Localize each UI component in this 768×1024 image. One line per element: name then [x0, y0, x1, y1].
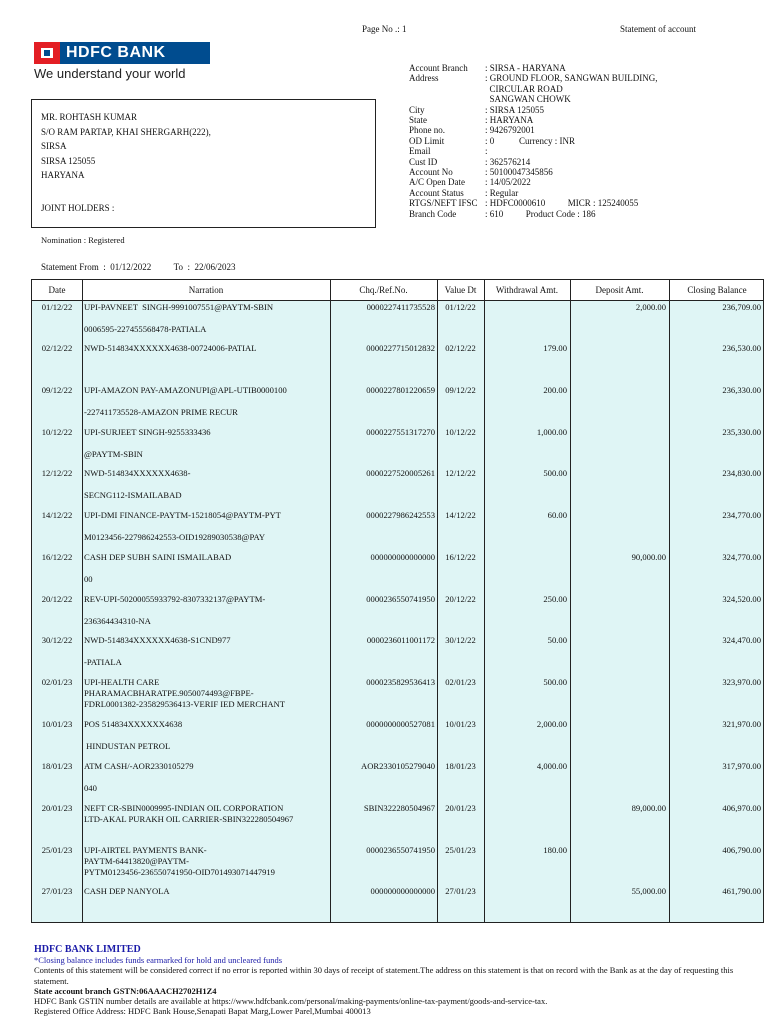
account-detail-row	[409, 63, 658, 73]
account-detail-value: : HARYANA	[485, 115, 534, 126]
cell-ref-no: 000000000000000	[370, 552, 435, 562]
cell-narration-line: SECNG112-ISMAILABAD	[84, 490, 182, 500]
hdfc-logo	[34, 42, 210, 64]
cell-value-date: 10/12/22	[445, 427, 476, 437]
cell-narration-line: UPI-AMAZON PAY-AMAZONUPI@APL-UTIB0000100	[84, 385, 287, 395]
cell-deposit: 90,000.00	[631, 552, 666, 562]
footer-note-contents: Contents of this statement will be considered correct if no error is reported within 30 days of receipt of statement.The address on this statement is that on record with the Bank as at the day of requesting this statement.	[34, 965, 734, 986]
cell-ref-no: 0000236550741950	[366, 845, 435, 855]
column-header-narration: Narration	[188, 285, 224, 295]
nomination: Nomination : Registered	[41, 235, 125, 245]
cell-closing-balance: 406,970.00	[722, 803, 761, 813]
cell-ref-no: 0000236550741950	[366, 594, 435, 604]
cell-value-date: 12/12/22	[445, 468, 476, 478]
cell-narration-line: 00	[84, 574, 93, 584]
account-detail-label: Branch Code	[409, 208, 457, 219]
account-detail-value: SANGWAN CHOWK	[485, 94, 571, 105]
customer-lines	[41, 110, 211, 183]
cell-closing-balance: 323,970.00	[722, 677, 761, 687]
customer-line: MR. ROHTASH KUMAR	[41, 112, 138, 122]
cell-date: 12/12/22	[41, 468, 73, 478]
account-detail-label: Account Branch	[409, 63, 468, 73]
account-detail-row	[409, 209, 658, 219]
cell-narration-line: LTD-AKAL PURAKH OIL CARRIER-SBIN322280504967	[84, 814, 294, 824]
account-detail-value: :	[485, 146, 488, 157]
cell-narration-line: PHARAMACBHARATPE.9050074493@FBPE-	[84, 688, 254, 698]
cell-narration-line: ATM CASH/-AOR2330105279	[84, 761, 194, 771]
cell-withdrawal: 179.00	[543, 343, 567, 353]
cell-withdrawal: 50.00	[547, 635, 567, 645]
account-detail-row	[409, 198, 658, 208]
account-detail-label: Cust ID	[409, 156, 438, 167]
cell-deposit: 2,000.00	[635, 302, 666, 312]
account-detail-value: : HDFC0000610 MICR : 125240055	[485, 198, 639, 209]
cell-narration-line: UPI-AIRTEL PAYMENTS BANK-	[84, 845, 207, 855]
cell-ref-no: 000000000000000	[370, 886, 435, 896]
account-detail-row	[409, 167, 658, 177]
cell-date: 16/12/22	[41, 552, 73, 562]
cell-date: 18/01/23	[41, 761, 73, 771]
cell-narration-line: -PATIALA	[84, 657, 122, 667]
cell-value-date: 09/12/22	[445, 385, 476, 395]
account-detail-label: Address	[409, 73, 439, 84]
account-detail-label: A/C Open Date	[409, 177, 465, 188]
cell-withdrawal: 4,000.00	[536, 761, 567, 771]
cell-closing-balance: 324,520.00	[722, 594, 761, 604]
account-detail-row	[409, 84, 658, 94]
cell-date: 02/12/22	[41, 343, 73, 353]
cell-narration-line: HINDUSTAN PETROL	[84, 741, 171, 751]
account-detail-row	[409, 146, 658, 156]
account-detail-value: CIRCULAR ROAD	[485, 83, 563, 94]
account-detail-value: : 50100047345856	[485, 167, 553, 178]
account-detail-label	[409, 94, 485, 104]
cell-value-date: 30/12/22	[445, 635, 476, 645]
account-detail-value: : Regular	[485, 187, 519, 198]
cell-narration-line: UPI-HEALTH CARE	[84, 677, 160, 687]
account-detail-label	[409, 84, 485, 94]
cell-date: 02/01/23	[41, 677, 73, 687]
cell-date: 14/12/22	[41, 510, 73, 520]
cell-closing-balance: 236,330.00	[722, 385, 761, 395]
account-detail-row	[409, 125, 658, 135]
transactions-table	[31, 279, 764, 923]
joint-holders: JOINT HOLDERS :	[41, 203, 115, 213]
account-detail-label: Email	[409, 146, 431, 157]
cell-closing-balance: 321,970.00	[722, 719, 761, 729]
footer-note-closing: *Closing balance includes funds earmarked for hold and uncleared funds	[34, 955, 283, 966]
cell-date: 30/12/22	[41, 635, 73, 645]
statement-title: Statement of account	[620, 24, 696, 34]
cell-narration-line: UPI-SURJEET SINGH-9255333436	[84, 427, 211, 437]
customer-address-box	[31, 99, 376, 228]
customer-line: S/O RAM PARTAP, KHAI SHERGARH(222),	[41, 126, 211, 137]
cell-narration-line: PYTM0123456-236550741950-OID701493071447919	[84, 867, 275, 877]
cell-ref-no: 0000227551317270	[366, 427, 435, 437]
account-detail-row	[409, 105, 658, 115]
column-divider	[330, 280, 331, 922]
column-header-date: Date	[48, 285, 66, 295]
cell-closing-balance: 317,970.00	[722, 761, 761, 771]
cell-deposit: 89,000.00	[631, 803, 666, 813]
cell-withdrawal: 250.00	[543, 594, 567, 604]
account-detail-value: : SIRSA - HARYANA	[485, 63, 566, 73]
cell-narration-line: FDRL0001382-235829536413-VERIF IED MERCHANT	[84, 699, 285, 709]
cell-closing-balance: 236,530.00	[722, 343, 761, 353]
customer-line: SIRSA 125055	[41, 155, 96, 166]
cell-value-date: 02/01/23	[445, 677, 476, 687]
cell-ref-no: 0000235829536413	[366, 677, 435, 687]
cell-closing-balance: 461,790.00	[722, 886, 761, 896]
cell-value-date: 25/01/23	[445, 845, 476, 855]
cell-narration-line: NEFT CR-SBIN0009995-INDIAN OIL CORPORATION	[84, 803, 284, 813]
account-detail-value: : GROUND FLOOR, SANGWAN BUILDING,	[485, 73, 658, 84]
table-header	[32, 280, 763, 301]
column-header-withdrawal: Withdrawal Amt.	[495, 285, 559, 295]
cell-date: 10/01/23	[41, 719, 73, 729]
account-detail-value: : 362576214	[485, 156, 531, 167]
account-detail-row	[409, 136, 658, 146]
cell-closing-balance: 324,470.00	[722, 635, 761, 645]
customer-line: SIRSA	[41, 141, 67, 151]
cell-narration-line: CASH DEP SUBH SAINI ISMAILABAD	[84, 552, 232, 562]
column-divider	[82, 280, 83, 922]
cell-ref-no: 0000227411735528	[366, 302, 435, 312]
column-header-closing-balance: Closing Balance	[687, 285, 747, 295]
cell-date: 27/01/23	[41, 886, 73, 896]
account-detail-row	[409, 115, 658, 125]
account-detail-value: : 9426792001	[485, 125, 535, 136]
cell-withdrawal: 500.00	[543, 468, 567, 478]
footer-bank-name: HDFC BANK LIMITED	[34, 944, 141, 955]
cell-ref-no: 0000227801220659	[366, 385, 435, 395]
column-header-ref: Chq./Ref.No.	[359, 285, 408, 295]
cell-value-date: 20/01/23	[445, 803, 476, 813]
cell-withdrawal: 180.00	[543, 845, 567, 855]
cell-value-date: 10/01/23	[445, 719, 476, 729]
cell-narration-line: UPI-DMI FINANCE-PAYTM-15218054@PAYTM-PYT	[84, 510, 281, 520]
cell-narration-line: CASH DEP NANYOLA	[84, 886, 170, 896]
customer-line: HARYANA	[41, 170, 85, 180]
account-detail-row	[409, 177, 658, 187]
cell-narration-line: PAYTM-64413820@PAYTM-	[84, 856, 190, 866]
footer-gstn: State account branch GSTN:06AAACH2702H1Z4	[34, 985, 217, 996]
cell-narration-line: 040	[84, 783, 97, 793]
page-number: Page No .: 1	[362, 24, 407, 34]
cell-value-date: 14/12/22	[445, 510, 476, 520]
cell-closing-balance: 324,770.00	[722, 552, 761, 562]
account-detail-value: : 610 Product Code : 186	[485, 208, 596, 219]
cell-value-date: 20/12/22	[445, 594, 476, 604]
account-detail-label: OD Limit	[409, 135, 445, 146]
cell-narration-line: NWD-514834XXXXXX4638-00724006-PATIAL	[84, 343, 257, 353]
account-detail-value: : 14/05/2022	[485, 177, 531, 188]
cell-withdrawal: 200.00	[543, 385, 567, 395]
cell-date: 20/01/23	[41, 803, 73, 813]
account-detail-label: Account No	[409, 167, 453, 178]
cell-narration-line: -227411735528-AMAZON PRIME RECUR	[84, 407, 238, 417]
cell-closing-balance: 235,330.00	[722, 427, 761, 437]
account-detail-row	[409, 188, 658, 198]
cell-narration-line: M0123456-227986242553-OID19289030538@PAY	[84, 532, 266, 542]
cell-ref-no: 0000227715012832	[366, 343, 435, 353]
account-detail-value: : 0 Currency : INR	[485, 135, 575, 146]
cell-withdrawal: 60.00	[547, 510, 567, 520]
account-detail-label: State	[409, 115, 427, 126]
cell-value-date: 27/01/23	[445, 886, 476, 896]
cell-withdrawal: 2,000.00	[536, 719, 567, 729]
cell-value-date: 02/12/22	[445, 343, 476, 353]
cell-date: 20/12/22	[41, 594, 73, 604]
cell-date: 25/01/23	[41, 845, 73, 855]
cell-narration-line: 236364434310-NA	[84, 616, 151, 626]
cell-value-date: 16/12/22	[445, 552, 476, 562]
account-detail-label: City	[409, 104, 425, 115]
cell-ref-no: 0000236011001172	[366, 635, 435, 645]
cell-ref-no: 0000227520005261	[366, 468, 435, 478]
footer-gstin-note: HDFC Bank GSTIN number details are available at https://www.hdfcbank.com/personal/making-payments/online-tax-payment/goods-and-service-tax.	[34, 996, 548, 1007]
column-header-value-date: Value Dt	[444, 285, 477, 295]
column-header-deposit: Deposit Amt.	[595, 285, 644, 295]
cell-closing-balance: 406,790.00	[722, 845, 761, 855]
footer-registered-office: Registered Office Address: HDFC Bank House,Senapati Bapat Marg,Lower Parel,Mumbai 400013	[34, 1006, 371, 1017]
cell-narration-line: UPI-PAVNEET SINGH-9991007551@PAYTM-SBIN	[84, 302, 274, 312]
account-detail-label: RTGS/NEFT IFSC	[409, 198, 478, 209]
cell-narration-line: REV-UPI-50200055933792-8307332137@PAYTM-	[84, 594, 266, 604]
account-detail-label: Account Status	[409, 187, 464, 198]
cell-narration-line: NWD-514834XXXXXX4638-S1CND977	[84, 635, 231, 645]
logo-mark-icon	[34, 42, 60, 64]
cell-date: 09/12/22	[41, 385, 73, 395]
cell-narration-line: @PAYTM-SBIN	[84, 449, 143, 459]
cell-narration-line: POS 514834XXXXXX4638	[84, 719, 183, 729]
account-details	[409, 63, 658, 219]
account-detail-row	[409, 94, 658, 104]
account-detail-row	[409, 73, 658, 83]
cell-date: 10/12/22	[41, 427, 73, 437]
statement-period: Statement From : 01/12/2022 To : 22/06/2023	[41, 262, 236, 272]
cell-ref-no: 0000227986242553	[366, 510, 435, 520]
cell-withdrawal: 1,000.00	[536, 427, 567, 437]
cell-value-date: 18/01/23	[445, 761, 476, 771]
footer	[34, 945, 764, 1016]
tagline: We understand your world	[34, 66, 186, 81]
cell-date: 01/12/22	[41, 302, 73, 312]
account-detail-value: : SIRSA 125055	[485, 104, 545, 115]
cell-closing-balance: 234,770.00	[722, 510, 761, 520]
cell-withdrawal: 500.00	[543, 677, 567, 687]
cell-ref-no: 0000000000527081	[366, 719, 435, 729]
cell-narration-line: 0006595-227455568478-PATIALA	[84, 324, 207, 334]
account-detail-row	[409, 157, 658, 167]
logo-text: HDFC BANK	[60, 42, 210, 64]
account-detail-label: Phone no.	[409, 125, 445, 136]
cell-deposit: 55,000.00	[631, 886, 666, 896]
cell-ref-no: SBIN322280504967	[363, 803, 435, 813]
cell-closing-balance: 236,709.00	[722, 302, 761, 312]
cell-narration-line: NWD-514834XXXXXX4638-	[84, 468, 191, 478]
column-divider	[570, 280, 571, 922]
cell-value-date: 01/12/22	[445, 302, 476, 312]
cell-ref-no: AOR2330105279040	[360, 761, 435, 771]
cell-closing-balance: 234,830.00	[722, 468, 761, 478]
